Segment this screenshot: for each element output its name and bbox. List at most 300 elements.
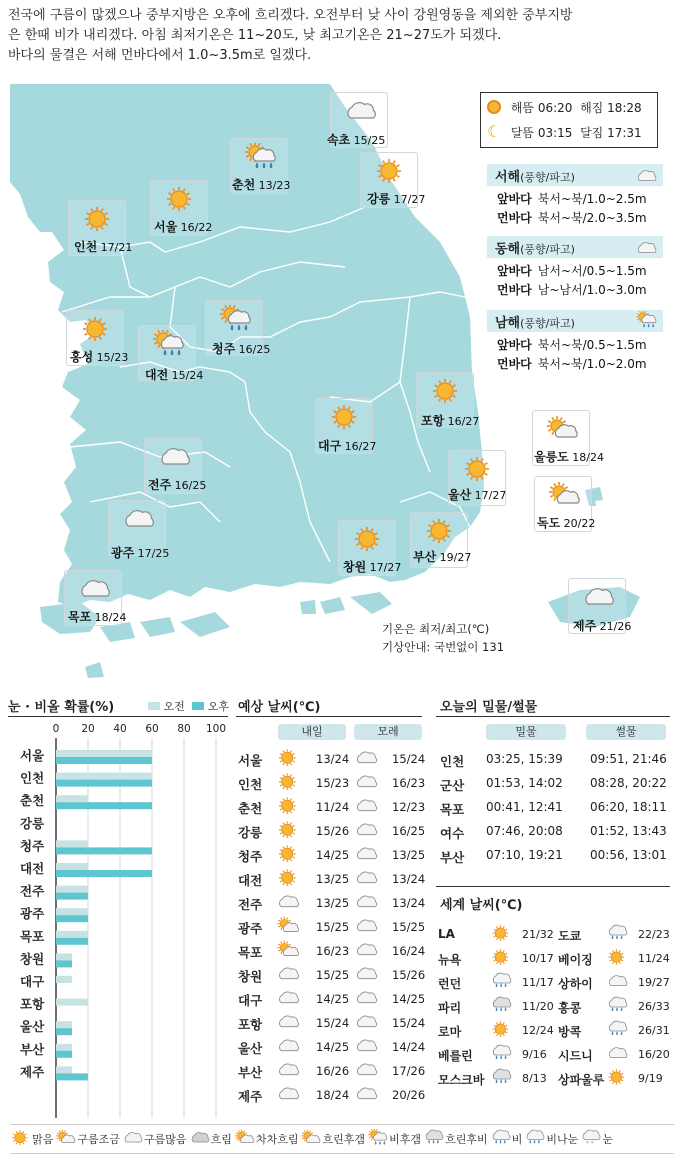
city-label (413, 548, 471, 565)
forecast-row (236, 796, 426, 818)
partly-cloudy-rain-icon (243, 143, 277, 175)
legend-item (490, 1129, 523, 1149)
legend-pm-swatch (192, 702, 204, 710)
world-temp: 12/24 (522, 1024, 554, 1037)
port-name: 군산 (440, 778, 465, 793)
divider (436, 886, 670, 887)
sunny-icon (276, 868, 300, 891)
description-line: 전국에 구름이 많겠으나 중부지방은 오후에 흐리겠다. 오전부터 낮 사이 강원영동을 제외한 중부지방 (8, 8, 573, 23)
city-name: 대전 (238, 873, 263, 888)
city-temp: 15/23 (93, 351, 129, 364)
bar-am (56, 931, 88, 938)
bar-pm (56, 780, 152, 787)
icon-legend (10, 1124, 674, 1154)
temp-day-after: 17/26 (392, 1064, 426, 1078)
sea-sub: (풍향/파고) (520, 171, 575, 184)
weather-description (8, 6, 672, 66)
temp-tomorrow: 16/23 (316, 944, 350, 958)
sunny-icon (373, 157, 407, 189)
sea-row-value: 북서~북/1.0~2.0m (537, 357, 647, 371)
city-temp: 15/24 (168, 369, 204, 382)
legend-am-label: 오전 (163, 700, 185, 713)
partly-cloudy-icon (547, 481, 581, 513)
moonset-label: 달짐 (580, 126, 604, 140)
port-name: 여수 (440, 826, 465, 841)
world-row (438, 1044, 670, 1066)
temp-tomorrow: 14/25 (316, 1040, 350, 1054)
sunny-icon (429, 377, 463, 409)
city-temp: 16/27 (444, 415, 480, 428)
rain-icon (490, 1129, 511, 1149)
legend-item (234, 1129, 299, 1149)
city-name: 강릉 (367, 192, 391, 206)
temp-day-after: 13/24 (392, 872, 426, 886)
bar-pm (56, 915, 88, 922)
world-city: 베이징 (558, 953, 593, 967)
cloudy-icon (77, 575, 111, 607)
city-name: 울릉도 (534, 450, 569, 464)
sunny-icon (490, 1020, 512, 1041)
sea-name: 남해 (495, 316, 521, 331)
bar-pm (56, 757, 152, 764)
temp-day-after: 14/25 (392, 992, 426, 1006)
high-tide-times: 07:10, 19:21 (486, 848, 563, 862)
city-temp: 16/27 (341, 440, 377, 453)
forecast-row (236, 748, 426, 770)
city-name: 대구 (318, 439, 342, 453)
legend-label: 비후갬 (389, 1132, 422, 1146)
cloudy-icon (354, 916, 378, 939)
world-city: LA (438, 927, 455, 941)
svg-text:* *: * * (586, 1140, 594, 1147)
low-tide-times: 09:51, 21:46 (590, 752, 667, 766)
category-label: 강릉 (20, 815, 45, 831)
city-temp: 17/25 (134, 547, 170, 560)
city-label (318, 437, 376, 454)
city-name: 강릉 (238, 825, 263, 840)
forecast-row (236, 988, 426, 1010)
temp-day-after: 20/26 (392, 1088, 426, 1102)
bar-am (56, 953, 72, 960)
legend-item (122, 1129, 187, 1149)
sea-row-label: 앞바다 (497, 192, 532, 206)
tick-label: 80 (177, 723, 191, 735)
sea-row-label: 먼바다 (497, 283, 532, 297)
tick-label: 40 (113, 723, 127, 735)
city-name: 속초 (327, 133, 351, 147)
world-temp: 11/20 (522, 1000, 554, 1013)
sunny-icon (351, 525, 385, 557)
cloudy-rain-icon (423, 1129, 444, 1149)
city-name: 인천 (74, 240, 98, 254)
sunny-icon (423, 517, 457, 549)
world-row (438, 948, 670, 970)
tide-title: 오늘의 밀물/썰물 (440, 700, 538, 715)
category-label: 대전 (20, 861, 45, 876)
cloudy-icon (581, 583, 615, 615)
forecast-row (236, 868, 426, 890)
partly-cloudy-icon (234, 1129, 255, 1149)
city-label (573, 617, 631, 634)
sea-row-value: 남~남서/1.0~3.0m (537, 283, 647, 297)
forecast-row (236, 844, 426, 866)
cloudy-icon (354, 940, 378, 963)
cloudy-icon (276, 1036, 300, 1059)
city-temp: 18/24 (568, 451, 604, 464)
bar-am (56, 1021, 72, 1028)
city-temp: 16/22 (177, 221, 213, 234)
category-label: 청주 (20, 838, 45, 854)
city-label (343, 558, 401, 575)
high-tide-times: 03:25, 15:39 (486, 752, 563, 766)
legend-label: 비나눈 (546, 1132, 579, 1146)
sunny-icon (276, 772, 300, 795)
sunny-icon (490, 948, 512, 969)
sun-moon-box (480, 92, 658, 148)
world-temp: 22/23 (638, 928, 670, 941)
world-row (438, 972, 670, 994)
city-label (448, 486, 506, 503)
sea-row-label: 앞바다 (497, 264, 532, 278)
cloudy-icon (276, 1060, 300, 1083)
city-name: 인천 (238, 777, 263, 792)
world-city: 로마 (438, 1025, 462, 1039)
forecast-row (236, 1012, 426, 1034)
temp-tomorrow: 13/25 (316, 872, 350, 886)
sunny-icon (276, 820, 300, 843)
sunny-icon (606, 948, 628, 969)
city-temp: 21/26 (596, 620, 632, 633)
legend-label: 맑음 (32, 1132, 54, 1146)
cloudy-icon (354, 772, 378, 795)
city-name: 제주 (573, 619, 597, 633)
temp-tomorrow: 15/25 (316, 920, 350, 934)
bar-pm (56, 938, 88, 945)
bar-pm (56, 1028, 72, 1035)
category-label: 대구 (20, 974, 45, 989)
bar-pm (56, 870, 152, 877)
port-name: 목포 (440, 802, 465, 817)
temp-day-after: 13/24 (392, 896, 426, 910)
city-name: 대전 (145, 368, 169, 382)
sunny-icon (461, 455, 495, 487)
legend-label: 눈 (602, 1132, 614, 1146)
tick-label: 60 (145, 723, 159, 735)
snow-icon (580, 1129, 601, 1149)
temp-tomorrow: 15/23 (316, 776, 350, 790)
world-city: 런던 (438, 977, 462, 991)
temp-day-after: 15/24 (392, 1016, 426, 1030)
temp-day-after: 12/23 (392, 800, 426, 814)
category-label: 춘천 (20, 793, 45, 809)
city-name: 청주 (238, 849, 263, 864)
world-row (438, 924, 670, 946)
cloud-icon (635, 239, 657, 260)
partly-cloudy-rain-icon (151, 330, 185, 362)
partly-cloudy-icon (300, 1129, 321, 1149)
forecast-title: 예상 날씨(℃) (238, 700, 321, 715)
rain-icon (606, 924, 628, 945)
world-temp: 26/31 (638, 1024, 670, 1037)
city-temp: 17/27 (390, 193, 426, 206)
cloudy-rain-icon (490, 996, 512, 1017)
temp-day-after: 16/24 (392, 944, 426, 958)
city-name: 전주 (148, 478, 172, 492)
bar-am (56, 1044, 72, 1051)
cloudy-icon (354, 820, 378, 843)
sea-row-value: 북서~북/1.0~2.5m (537, 192, 647, 206)
world-temp: 16/20 (638, 1048, 670, 1061)
world-row (438, 1020, 670, 1042)
col-low-tide: 썰물 (586, 724, 666, 740)
moonset-time: 17:31 (607, 126, 642, 140)
forecast-row (236, 772, 426, 794)
sea-name: 서해 (495, 170, 521, 185)
temp-day-after: 15/26 (392, 968, 426, 982)
forecast-row (236, 1060, 426, 1082)
forecast-row (236, 1036, 426, 1058)
cloudy-icon (354, 964, 378, 987)
bar-pm (56, 1073, 88, 1080)
category-label: 목포 (20, 928, 45, 944)
city-name: 서울 (238, 753, 263, 768)
legend-label: 구름많음 (144, 1132, 187, 1146)
sunrise-label: 해뜸 (510, 101, 535, 115)
note-line: 기상안내: 국번없이 131 (382, 640, 505, 654)
temp-tomorrow: 15/25 (316, 968, 350, 982)
divider (436, 716, 670, 717)
world-city: 파리 (438, 1001, 462, 1015)
sunny-icon (276, 796, 300, 819)
rain-icon (606, 1020, 628, 1041)
world-temp: 8/13 (522, 1072, 547, 1085)
category-label: 광주 (20, 906, 45, 922)
bar-am (56, 886, 88, 893)
category-label: 창원 (20, 951, 45, 967)
cloudy-icon (606, 1044, 628, 1065)
sea-row-value: 북서~북/2.0~3.5m (537, 211, 647, 225)
temp-day-after: 15/25 (392, 920, 426, 934)
city-label (421, 412, 479, 429)
forecast-row (236, 964, 426, 986)
partly-cloudy-icon (545, 415, 579, 447)
city-label (74, 238, 132, 255)
cloudy-icon (121, 505, 155, 537)
legend-label: 흐림 (210, 1132, 232, 1146)
sea-row-label: 앞바다 (497, 338, 532, 352)
world-temp: 26/33 (638, 1000, 670, 1013)
city-temp: 17/27 (366, 561, 402, 574)
category-label: 포항 (20, 996, 45, 1012)
legend-item (524, 1129, 578, 1149)
city-label (212, 340, 270, 357)
sunny-icon (276, 748, 300, 771)
world-row (438, 996, 670, 1018)
world-temp: 9/19 (638, 1072, 663, 1085)
world-temp: 11/24 (638, 952, 670, 965)
city-name: 울산 (448, 488, 472, 502)
bar-am (56, 795, 88, 802)
city-name: 독도 (537, 516, 561, 530)
partly-cloudy-icon (276, 916, 300, 939)
bar-am (56, 1066, 72, 1073)
world-temp: 9/16 (522, 1048, 547, 1061)
temp-tomorrow: 13/24 (316, 752, 350, 766)
sea-name: 동해 (495, 242, 521, 257)
world-row (438, 1068, 670, 1090)
bar-pm (56, 802, 152, 809)
description-line: 바다의 물결은 서해 먼바다에서 1.0~3.5m로 일겠다. (8, 48, 312, 63)
cloudy-icon (276, 1084, 300, 1107)
city-temp: 13/23 (255, 179, 291, 192)
legend-label: 비 (511, 1132, 523, 1146)
legend-label: 흐린후갬 (322, 1132, 366, 1146)
world-city: 시드니 (558, 1049, 593, 1063)
low-tide-times: 08:28, 20:22 (590, 776, 667, 790)
city-label (70, 348, 128, 365)
city-name: 홍성 (70, 350, 94, 364)
sunset-time: 18:28 (607, 101, 642, 115)
low-tide-times: 06:20, 18:11 (590, 800, 667, 814)
world-city: 상하이 (558, 977, 593, 991)
bar-am (56, 773, 152, 780)
precip-legend (148, 698, 229, 714)
category-label: 부산 (20, 1041, 45, 1057)
cloudy-icon (276, 892, 300, 915)
city-label (145, 366, 203, 383)
temp-tomorrow: 16/26 (316, 1064, 350, 1078)
rain-icon (490, 972, 512, 993)
temp-day-after: 16/23 (392, 776, 426, 790)
cloudy-icon (606, 972, 628, 993)
category-label: 제주 (20, 1064, 45, 1080)
temp-day-after: 14/24 (392, 1040, 426, 1054)
legend-label: 차차흐림 (255, 1132, 299, 1146)
legend-item (580, 1129, 613, 1149)
divider (8, 716, 228, 717)
cloudy-icon (276, 1012, 300, 1035)
city-name: 울산 (238, 1041, 263, 1056)
moonrise-time: 03:15 (537, 126, 573, 140)
world-title: 세계 날씨(℃) (440, 898, 523, 913)
city-label (367, 190, 425, 207)
bar-am (56, 750, 152, 757)
city-name: 목포 (68, 610, 92, 624)
moon-icon: ☾ (487, 122, 502, 141)
moonrise-label: 달뜸 (510, 126, 535, 140)
legend-am-swatch (148, 702, 160, 710)
world-city: 뉴욕 (438, 953, 462, 967)
city-label (534, 448, 604, 465)
city-label (537, 514, 595, 531)
bar-am (56, 863, 88, 870)
note-line: 기온은 최저/최고(℃) (382, 622, 490, 636)
cloudy-icon (354, 1060, 378, 1083)
partly-cloudy-rain-icon (218, 305, 252, 337)
low-tide-times: 00:56, 13:01 (590, 848, 667, 862)
city-temp: 19/27 (436, 551, 472, 564)
city-label (68, 608, 126, 625)
sea-south (487, 310, 663, 374)
col-day-after: 모레 (354, 724, 422, 740)
world-city: 상파울루 (558, 1073, 605, 1087)
legend-item (367, 1129, 421, 1149)
city-name: 춘천 (232, 178, 256, 192)
cloudy-icon (354, 1036, 378, 1059)
sunny-icon (163, 185, 197, 217)
cloudy-icon (157, 443, 191, 475)
temp-tomorrow: 14/25 (316, 992, 350, 1006)
city-name: 제주 (238, 1089, 263, 1104)
city-name: 창원 (343, 560, 367, 574)
sea-row-label: 먼바다 (497, 211, 532, 225)
low-tide-times: 01:52, 13:43 (590, 824, 667, 838)
world-city: 홍콩 (558, 1001, 582, 1015)
port-name: 인천 (440, 754, 465, 769)
city-name: 포항 (238, 1017, 263, 1032)
tick-label: 20 (81, 723, 95, 735)
bar-pm (56, 960, 72, 967)
sunny-icon (79, 315, 113, 347)
legend-pm-label: 오후 (207, 700, 230, 713)
sunny-icon (328, 403, 362, 435)
cloudy-icon (276, 988, 300, 1011)
city-name: 광주 (111, 546, 135, 560)
cloudy-icon (122, 1129, 143, 1149)
city-label (111, 544, 169, 561)
cloudy-icon (276, 964, 300, 987)
temp-tomorrow: 13/25 (316, 896, 350, 910)
cloudy-icon (354, 748, 378, 771)
bar-pm (56, 1051, 72, 1058)
cloudy-icon (354, 796, 378, 819)
legend-label: 구름조금 (77, 1132, 120, 1146)
category-label: 인천 (20, 770, 45, 786)
city-temp: 18/24 (91, 611, 127, 624)
bar-am (56, 840, 88, 847)
world-temp: 21/32 (522, 928, 554, 941)
city-name: 서울 (154, 220, 178, 234)
sunny-icon (10, 1129, 31, 1149)
temp-tomorrow: 11/24 (316, 800, 350, 814)
temp-tomorrow: 15/24 (316, 1016, 350, 1030)
forecast-row (236, 1084, 426, 1106)
world-temp: 10/17 (522, 952, 554, 965)
forecast-row (236, 820, 426, 842)
divider (236, 716, 422, 717)
city-label (327, 131, 385, 148)
city-name: 청주 (212, 342, 236, 356)
sun-icon (487, 100, 501, 114)
sea-row-value: 남서~서/0.5~1.5m (537, 264, 647, 278)
rain-icon (606, 996, 628, 1017)
sea-east (487, 236, 663, 300)
temp-tomorrow: 14/25 (316, 848, 350, 862)
high-tide-times: 00:41, 12:41 (486, 800, 563, 814)
city-temp: 16/25 (171, 479, 207, 492)
temp-tomorrow: 15/26 (316, 824, 350, 838)
forecast-row (236, 916, 426, 938)
sunset-label: 해짐 (580, 101, 604, 115)
partly-cloudy-rain-icon (635, 311, 657, 332)
city-name: 춘천 (238, 801, 263, 816)
city-name: 부산 (413, 550, 437, 564)
tick-label: 100 (205, 723, 227, 735)
category-label: 전주 (20, 883, 45, 899)
tick-label: 0 (52, 723, 60, 735)
col-high-tide: 밀물 (486, 724, 566, 740)
high-tide-times: 07:46, 20:08 (486, 824, 563, 838)
